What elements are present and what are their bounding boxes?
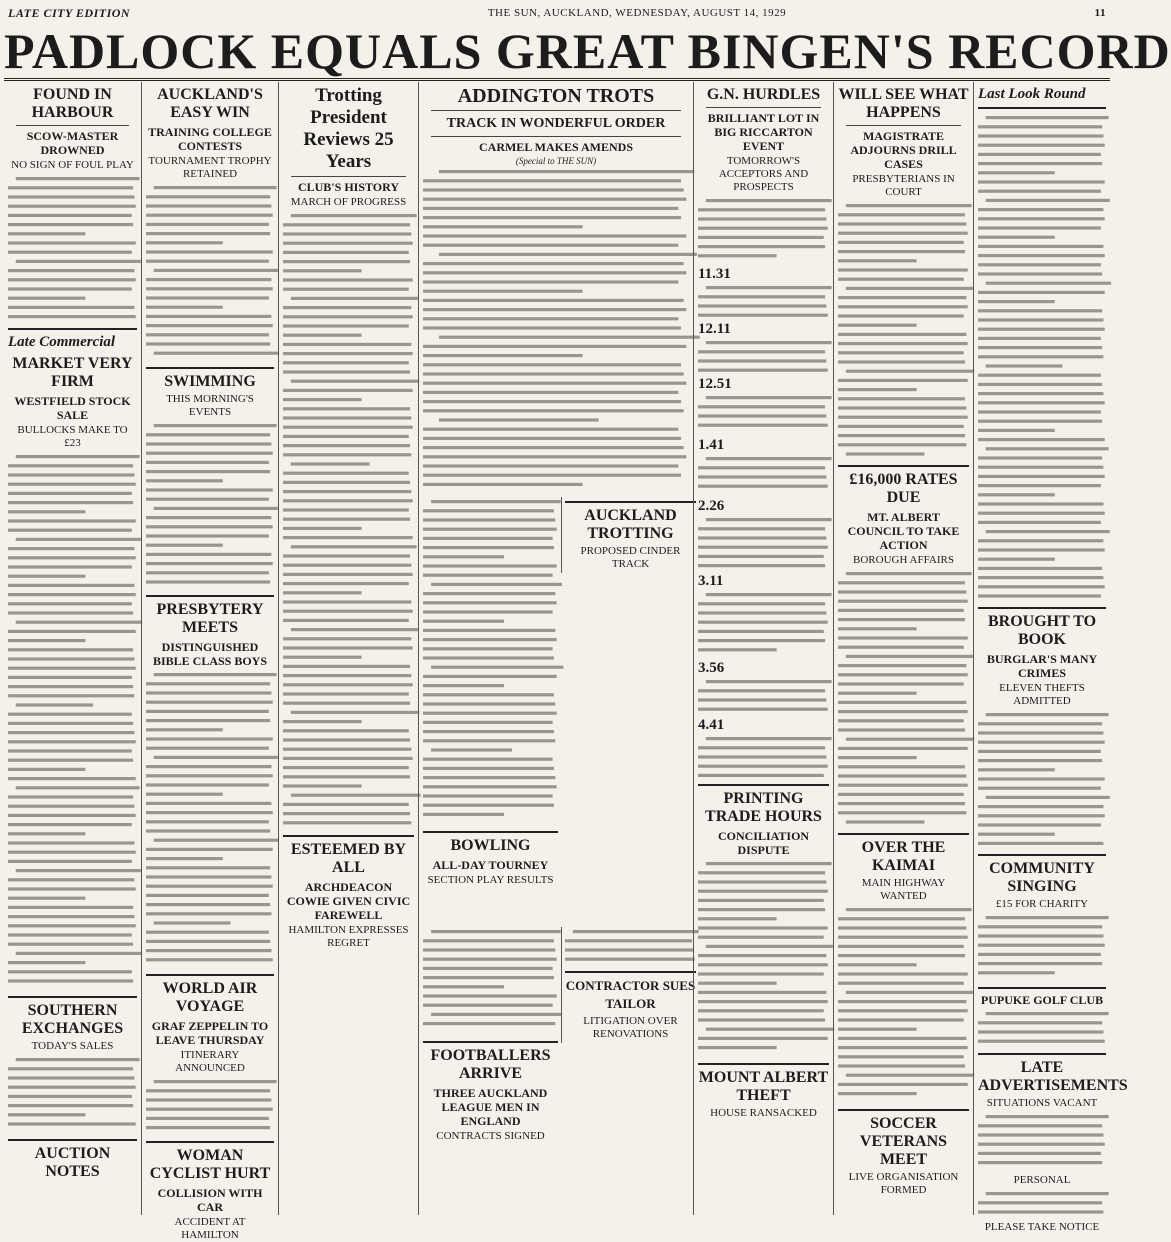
last-look-round-label: Last Look Round [978, 86, 1086, 102]
article-text [146, 421, 274, 591]
subhead-graf-zeppelin: GRAF ZEPPELIN TO LEAVE THURSDAY [151, 1019, 269, 1047]
headline-contractor-sues: CONTRACTOR SUES TAILOR [565, 978, 696, 1011]
headline-over-the-kaimai: OVER THE KAIMAI [861, 839, 946, 874]
article-text [8, 174, 137, 324]
subhead-collision: COLLISION WITH CAR [157, 1186, 263, 1214]
article-text [423, 497, 558, 827]
subhead-bible-class: DISTINGUISHED BIBLE CLASS BOYS [152, 640, 268, 668]
masthead-line: THE SUN, AUCKLAND, WEDNESDAY, AUGUST 14, 1929 [487, 7, 787, 19]
subhead-acceptors: TOMORROW'S ACCEPTORS AND PROSPECTS [718, 155, 809, 193]
article-text [838, 905, 969, 1105]
subhead-track-order: TRACK IN WONDERFUL ORDER [446, 116, 666, 131]
subhead-scow-master: SCOW-MASTER DROWNED [26, 129, 119, 157]
subhead-accident-hamilton: ACCIDENT AT HAMILTON [174, 1216, 246, 1241]
subhead-contracts-signed: CONTRACTS SIGNED [436, 1130, 545, 1142]
headline-rates-due: £16,000 RATES DUE [849, 471, 958, 506]
byline-special: (Special to THE SUN) [515, 156, 597, 166]
headline-southern-exchanges: SOUTHERN EXCHANGES [21, 1002, 124, 1037]
article-text [283, 211, 414, 831]
subhead-presbyterians: PRESBYTERIANS IN COURT [852, 173, 955, 198]
edition-label: LATE CITY EDITION [8, 5, 131, 20]
subhead-live-organisation: LIVE ORGANISATION FORMED [848, 1171, 959, 1196]
headline-pupuke-golf: PUPUKE GOLF CLUB [980, 993, 1104, 1007]
subhead-mornings-events: THIS MORNING'S EVENTS [166, 393, 254, 418]
subhead-westfield: WESTFIELD STOCK SALE [14, 394, 131, 422]
columns [4, 82, 1128, 1241]
article-text [423, 167, 689, 497]
race-time-6: 3.11 [698, 573, 724, 589]
page-header [8, 4, 1106, 22]
headline-woman-cyclist: WOMAN CYCLIST HURT [149, 1147, 271, 1182]
article-text [146, 670, 274, 970]
subhead-cinder-track: PROPOSED CINDER TRACK [580, 545, 681, 570]
race-time-2: 12.11 [698, 321, 731, 337]
split-columns [423, 497, 689, 927]
article-text [8, 452, 137, 992]
subhead-itinerary: ITINERARY ANNOUNCED [175, 1049, 245, 1074]
headline-soccer-veterans: SOCCER VETERANS MEET [859, 1115, 948, 1168]
subhead-bullocks: BULLOCKS MAKE TO £23 [17, 424, 128, 449]
subhead-foul-play: NO SIGN OF FOUL PLAY [11, 159, 134, 171]
subhead-borough-affairs: BOROUGH AFFAIRS [853, 554, 954, 566]
subhead-magistrate: MAGISTRATE ADJOURNS DRILL CASES [850, 129, 957, 171]
subhead-training-college: TRAINING COLLEGE CONTESTS [148, 125, 272, 153]
ad-text [978, 1189, 1106, 1219]
subhead-litigation: LITIGATION OVER RENOVATIONS [583, 1015, 678, 1040]
lower-split [423, 927, 696, 1227]
subhead-hamilton-regret: HAMILTON EXPRESSES REGRET [288, 924, 409, 949]
column-5 [561, 497, 696, 573]
column-1 [4, 82, 141, 1215]
race-time-3: 12.51 [698, 376, 732, 392]
headline-aucklands-easy-win: AUCKLAND'S EASY WIN [157, 86, 263, 121]
subhead-clubs-history: CLUB'S HISTORY [297, 180, 400, 194]
headline-presbytery-meets: PRESBYTERY MEETS [156, 601, 264, 636]
column-2 [141, 82, 278, 1241]
column-6 [693, 82, 833, 1215]
column-5-lower [561, 927, 696, 1043]
column-4-5 [418, 82, 696, 1215]
article-text [838, 569, 969, 829]
headline-found-in-harbour: FOUND IN HARBOUR [31, 86, 114, 121]
headline-auction-notes: AUCTION NOTES [34, 1145, 111, 1180]
subhead-archdeacon-cowie: ARCHDEACON COWIE GIVEN CIVIC FAREWELL [286, 880, 411, 922]
article-text [698, 196, 829, 266]
headline-mount-albert-theft: MOUNT ALBERT THEFT [698, 1069, 829, 1104]
headline-swimming: SWIMMING [164, 373, 256, 390]
article-text [8, 1055, 137, 1135]
column-4-lower [423, 927, 558, 1145]
headline-footballers-arrive: FOOTBALLERS ARRIVE [430, 1047, 551, 1082]
article-text [838, 201, 969, 461]
subhead-burglar: BURGLAR'S MANY CRIMES [986, 652, 1098, 680]
headline-trotting-president: Trotting President Reviews 25 Years [303, 85, 394, 172]
subhead-tournament-trophy: TOURNAMENT TROPHY RETAINED [148, 155, 272, 180]
ad-text [978, 1112, 1106, 1172]
race-time-1: 11.31 [698, 266, 731, 282]
race-time-7: 3.56 [698, 660, 725, 676]
column-8 [973, 82, 1128, 1233]
subhead-section-play: SECTION PLAY RESULTS [427, 874, 554, 886]
banner-headline: PADLOCK EQUALS GREAT BINGEN'S RECORD [4, 23, 1171, 79]
subhead-carmel: CARMEL MAKES AMENDS [478, 140, 633, 154]
subhead-eleven-thefts: ELEVEN THEFTS ADMITTED [999, 682, 1085, 707]
please-take-notice: PLEASE TAKE NOTICE [984, 1221, 1100, 1233]
article-text [978, 710, 1106, 850]
subhead-todays-sales: TODAY'S SALES [31, 1040, 114, 1052]
article-text [565, 927, 696, 967]
race-time-4: 1.41 [698, 437, 725, 453]
subhead-march-of-progress: MARCH OF PROGRESS [290, 196, 407, 208]
column-3 [278, 82, 418, 1215]
subhead-brilliant-lot: BRILLIANT LOT IN BIG RICCARTON EVENT [707, 111, 820, 153]
headline-world-air-voyage: WORLD AIR VOYAGE [162, 980, 258, 1015]
headline-community-singing: COMMUNITY SINGING [989, 860, 1095, 895]
column-7 [833, 82, 973, 1215]
subhead-charity: £15 FOR CHARITY [995, 898, 1089, 910]
headline-bowling: BOWLING [450, 837, 531, 854]
headline-esteemed-by-all: ESTEEMED BY ALL [290, 841, 407, 876]
late-commercial-label: Late Commercial [8, 334, 116, 350]
subhead-conciliation: CONCILIATION DISPUTE [717, 829, 810, 857]
subhead-all-day-tourney: ALL-DAY TOURNEY [432, 858, 549, 872]
subhead-house-ransacked: HOUSE RANSACKED [710, 1107, 817, 1119]
page-number: 11 [1094, 7, 1106, 19]
race-time-8: 4.41 [698, 717, 725, 733]
article-text [698, 859, 829, 1059]
article-text [978, 1009, 1106, 1049]
race-time-5: 2.26 [698, 498, 725, 514]
headline-printing-trade: PRINTING TRADE HOURS [705, 790, 822, 825]
subhead-mt-albert-council: MT. ALBERT COUNCIL TO TAKE ACTION [847, 510, 960, 552]
headline-market: MARKET VERY FIRM [12, 355, 133, 390]
headline-late-advertisements: LATE ADVERTISEMENTS [978, 1059, 1128, 1094]
article-text [978, 913, 1106, 983]
personal-label: PERSONAL [1013, 1174, 1071, 1186]
headline-will-see: WILL SEE WHAT HAPPENS [838, 86, 969, 121]
headline-brought-to-book: BROUGHT TO BOOK [987, 613, 1097, 648]
subhead-situations-vacant: SITUATIONS VACANT [986, 1097, 1098, 1109]
headline-auckland-trotting: AUCKLAND TROTTING [584, 507, 677, 542]
subhead-league-men: THREE AUCKLAND LEAGUE MEN IN ENGLAND [433, 1086, 548, 1128]
article-text [146, 183, 274, 363]
article-text [423, 927, 558, 1037]
headline-gn-hurdles: G.N. HURDLES [706, 86, 821, 103]
column-4 [423, 497, 558, 889]
headline-addington-trots: ADDINGTON TROTS [457, 85, 655, 107]
subhead-main-highway: MAIN HIGHWAY WANTED [861, 877, 946, 902]
article-text [978, 113, 1106, 603]
article-text [146, 1077, 274, 1137]
